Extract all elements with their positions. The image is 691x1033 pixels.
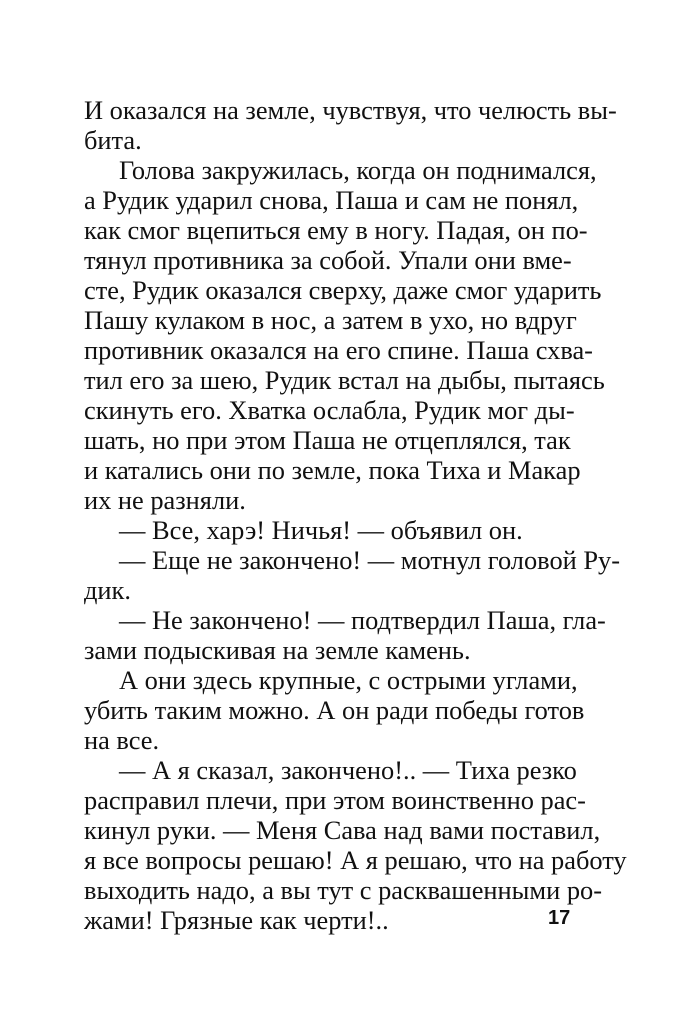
text-line: А они здесь крупные, с острыми углами, bbox=[119, 665, 578, 695]
text-line: сте, Рудик оказался сверху, даже смог ударить bbox=[84, 275, 602, 305]
text-line: тянул противника за собой. Упали они вме- bbox=[84, 245, 572, 275]
text-line: скинуть его. Хватка ослабла, Рудик мог ды- bbox=[84, 395, 575, 425]
text-line: шать, но при этом Паша не отцеплялся, так bbox=[84, 425, 571, 455]
text-line: Голова закружилась, когда он поднимался, bbox=[119, 155, 597, 185]
text-line: а Рудик ударил снова, Паша и сам не понял, bbox=[84, 185, 579, 215]
text-line: — Все, харэ! Ничья! — объявил он. bbox=[119, 515, 523, 545]
text-line: тил его за шею, Рудик встал на дыбы, пытаясь bbox=[84, 365, 605, 395]
text-line: их не разняли. bbox=[84, 485, 246, 515]
text-line: И оказался на земле, чувствуя, что челюсть вы- bbox=[84, 95, 617, 125]
text-line: — А я сказал, закончено!.. — Тиха резко bbox=[119, 755, 577, 785]
text-line: — Еще не закончено! — мотнул головой Ру- bbox=[119, 545, 621, 575]
text-line: кинул руки. — Меня Сава над вами поставил, bbox=[84, 815, 601, 845]
text-line: и катались они по земле, пока Тиха и Макар bbox=[84, 455, 581, 485]
text-line: дик. bbox=[84, 575, 131, 605]
text-line: убить таким можно. А он ради победы готов bbox=[84, 695, 585, 725]
text-line: Пашу кулаком в нос, а затем в ухо, но вдруг bbox=[84, 305, 577, 335]
text-line: противник оказался на его спине. Паша схва- bbox=[84, 335, 593, 365]
text-line: я все вопросы решаю! А я решаю, что на работу bbox=[84, 845, 627, 875]
page-number: 17 bbox=[548, 907, 571, 929]
text-line: жами! Грязные как черти!.. bbox=[84, 905, 389, 935]
text-line: — Не закончено! — подтвердил Паша, гла- bbox=[119, 605, 606, 635]
text-line: на все. bbox=[84, 725, 160, 755]
text-line: как смог вцепиться ему в ногу. Падая, он по- bbox=[84, 215, 588, 245]
text-line: бита. bbox=[84, 125, 142, 155]
text-line: выходить надо, а вы тут с расквашенными ро- bbox=[84, 875, 602, 905]
text-line: расправил плечи, при этом воинственно рас- bbox=[84, 785, 586, 815]
text-line: зами подыскивая на земле камень. bbox=[84, 635, 471, 665]
